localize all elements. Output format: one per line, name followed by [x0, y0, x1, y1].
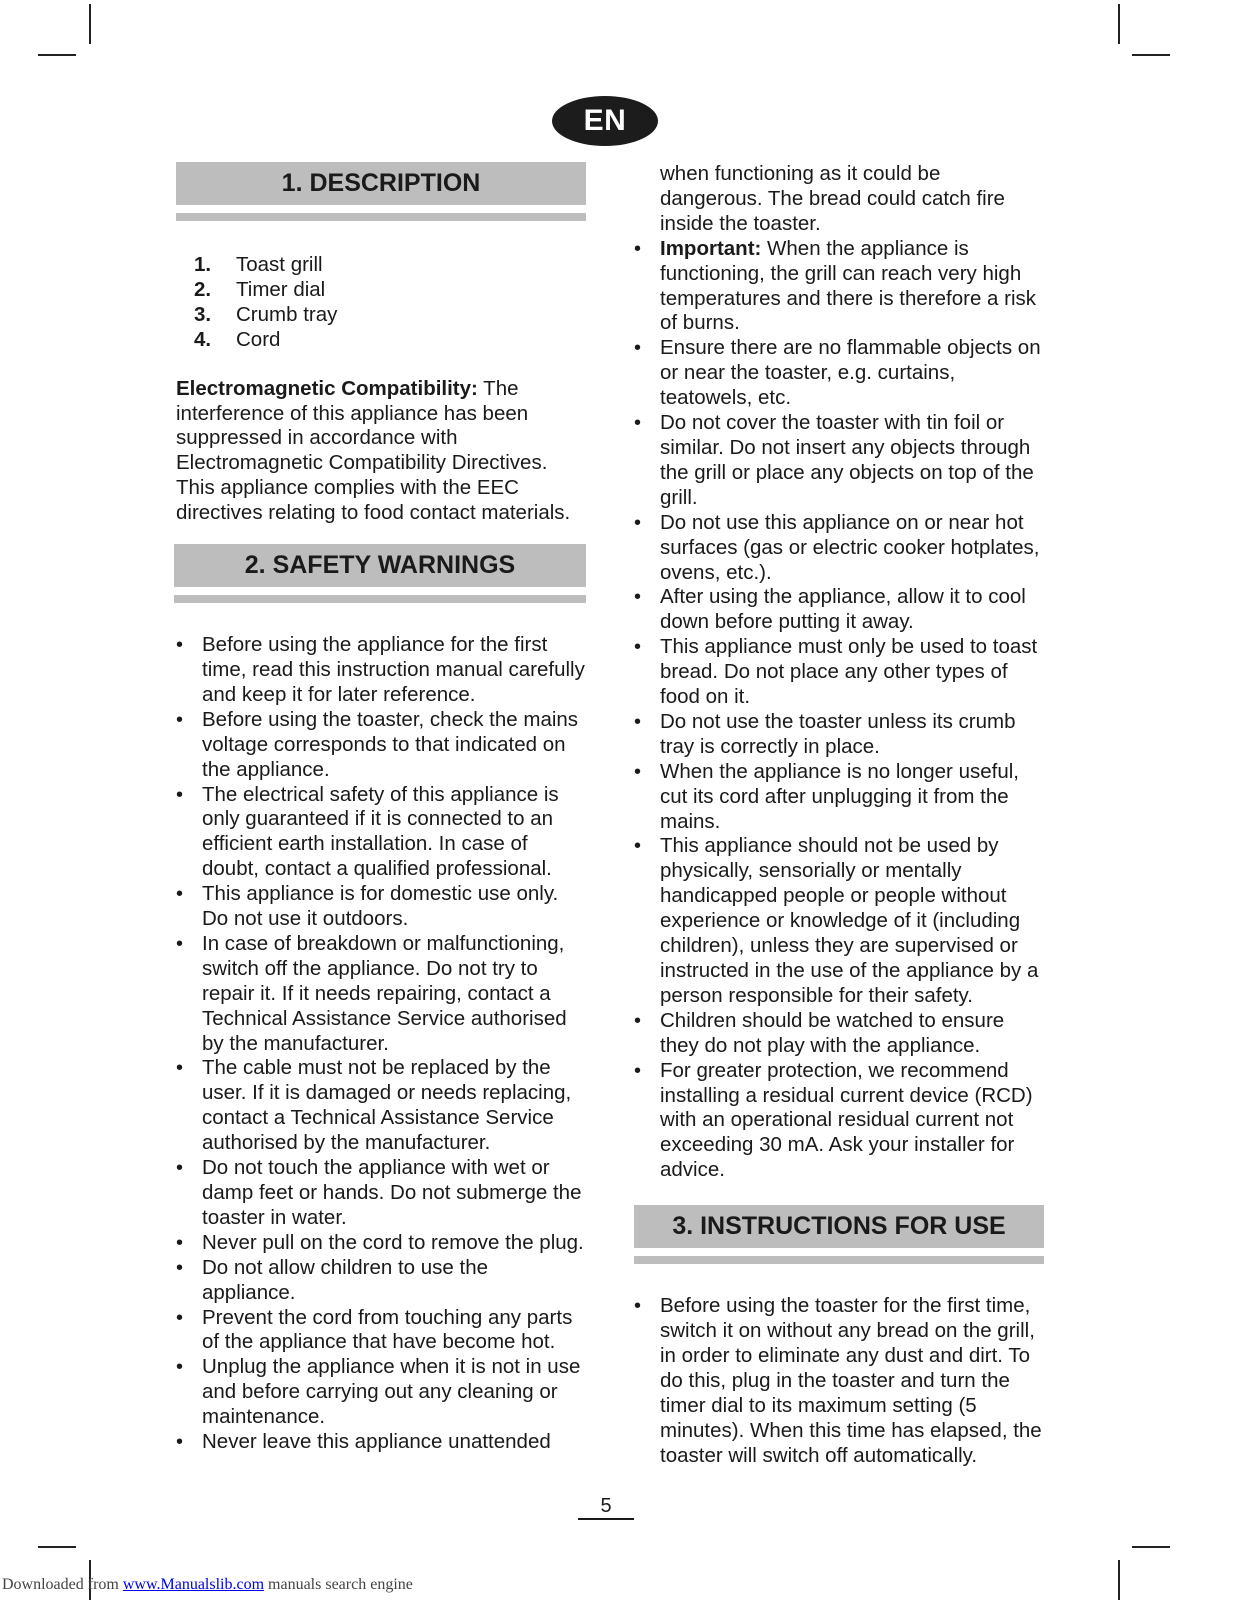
left-column: [176, 162, 586, 1455]
list-item: [194, 328, 586, 353]
list-item: • Do not use the toaster unless its crumb tray is correctly in place.: [634, 710, 1044, 760]
instructions-list: [634, 1294, 1044, 1468]
list-item: • Before using the toaster for the first time, switch it on without any bread on the grill, in order to eliminate any dust and dirt. To do this, plug in the toaster and turn the timer dial to its maximum setting (5 minutes). When this time has elapsed, the toaster will switch off automatically.: [634, 1294, 1044, 1468]
emc-text: The interference of this appliance has been suppressed in accordance with Electromagnetic Compatibility Directives. This appliance complies with the EEC directives relating to food contact materials.: [176, 376, 571, 525]
list-item: • Prevent the cord from touching any parts of the appliance that have become hot.: [176, 1306, 586, 1356]
list-item: • This appliance should not be used by physically, sensorially or mentally handicapped people or people without experience or knowledge of it (including children), unless they are supervised or instructed in the use of the appliance by a person responsible for their safety.: [634, 834, 1044, 1008]
list-item: [194, 278, 586, 303]
item-number: 3.: [194, 302, 212, 326]
list-item: • Never leave this appliance unattended: [176, 1430, 586, 1455]
section-rule: [634, 1256, 1044, 1264]
list-item: [634, 237, 1044, 337]
important-label: Important:: [660, 236, 762, 260]
list-item: • This appliance must only be used to toast bread. Do not place any other types of food on it.: [634, 635, 1044, 710]
list-item: • Before using the toaster, check the mains voltage corresponds to that indicated on the appliance.: [176, 708, 586, 783]
list-item: • Do not allow children to use the appliance.: [176, 1256, 586, 1306]
parts-list: [176, 253, 586, 353]
section-rule: [176, 213, 586, 221]
list-item: • In case of breakdown or malfunctioning, switch off the appliance. Do not try to repair it. If it needs repairing, contact a Technical Assistance Service authorised by the manufacturer.: [176, 932, 586, 1057]
section-title: 3. INSTRUCTIONS FOR USE: [634, 1205, 1044, 1248]
footer-prefix: Downloaded from: [2, 1576, 123, 1593]
list-item: • Do not cover the toaster with tin foil or similar. Do not insert any objects through the grill or place any objects on top of the grill.: [634, 411, 1044, 511]
footer-suffix: manuals search engine: [264, 1576, 413, 1593]
list-item: • After using the appliance, allow it to cool down before putting it away.: [634, 585, 1044, 635]
list-item: • Ensure there are no flammable objects on or near the toaster, e.g. curtains, teatowels, etc.: [634, 336, 1044, 411]
safety-list-left: [176, 633, 586, 1455]
emc-label: Electromagnetic Compatibility:: [176, 376, 478, 400]
item-number: 1.: [194, 253, 212, 276]
crop-mark: [38, 1546, 76, 1548]
crop-mark: [1118, 4, 1120, 44]
download-footer: [2, 1576, 413, 1594]
list-item: • When the appliance is no longer useful, cut its cord after unplugging it from the mains.: [634, 760, 1044, 835]
section-rule: [174, 595, 586, 603]
crop-mark: [89, 4, 91, 44]
crop-mark: [1132, 1546, 1170, 1548]
page-number: 5: [578, 1494, 634, 1520]
safety-list-right: [634, 162, 1044, 1183]
list-item: • Children should be watched to ensure they do not play with the appliance.: [634, 1009, 1044, 1059]
emc-paragraph: [176, 377, 586, 526]
list-item: • The electrical safety of this appliance is only guaranteed if it is connected to an efficient earth installation. In case of doubt, contact a qualified professional.: [176, 783, 586, 883]
list-item: • Never pull on the cord to remove the plug.: [176, 1231, 586, 1256]
right-column: [634, 162, 1044, 1469]
language-badge: EN: [552, 96, 658, 146]
item-label: Toast grill: [236, 253, 323, 276]
list-item: • Unplug the appliance when it is not in use and before carrying out any cleaning or maintenance.: [176, 1355, 586, 1430]
list-item: • Before using the appliance for the first time, read this instruction manual carefully and keep it for later reference.: [176, 633, 586, 708]
crop-mark: [1132, 54, 1170, 56]
manualslib-link[interactable]: www.Manualslib.com: [122, 1576, 265, 1593]
list-item: • This appliance is for domestic use only. Do not use it outdoors.: [176, 882, 586, 932]
item-number: 2.: [194, 277, 212, 301]
crop-mark: [1118, 1560, 1120, 1600]
section-title: 2. SAFETY WARNINGS: [174, 544, 586, 587]
section-header-description: [176, 162, 586, 221]
list-item-continuation: when functioning as it could be dangerous. The bread could catch fire inside the toaster.: [660, 162, 1005, 235]
important-text: When the appliance is functioning, the grill can reach very high temperatures and there is therefore a risk of burns.: [660, 236, 1037, 335]
list-item: • Do not use this appliance on or near hot surfaces (gas or electric cooker hotplates, ovens, etc.).: [634, 511, 1044, 586]
list-item: • The cable must not be replaced by the user. If it is damaged or needs replacing, contact a Technical Assistance Service authorised by the manufacturer.: [176, 1056, 586, 1156]
section-header-instructions: [634, 1205, 1044, 1264]
list-item: • Do not touch the appliance with wet or damp feet or hands. Do not submerge the toaster in water.: [176, 1156, 586, 1231]
list-item: [194, 253, 586, 278]
list-item: • For greater protection, we recommend installing a residual current device (RCD) with an operational residual current not exceeding 30 mA. Ask your installer for advice.: [634, 1059, 1044, 1184]
crop-mark: [38, 54, 76, 56]
item-number: 4.: [194, 327, 212, 351]
section-title: 1. DESCRIPTION: [176, 162, 586, 205]
item-label: Cord: [236, 327, 281, 351]
section-header-safety: [174, 544, 586, 603]
list-item: [194, 303, 586, 328]
item-label: Crumb tray: [236, 302, 338, 326]
item-label: Timer dial: [236, 277, 326, 301]
